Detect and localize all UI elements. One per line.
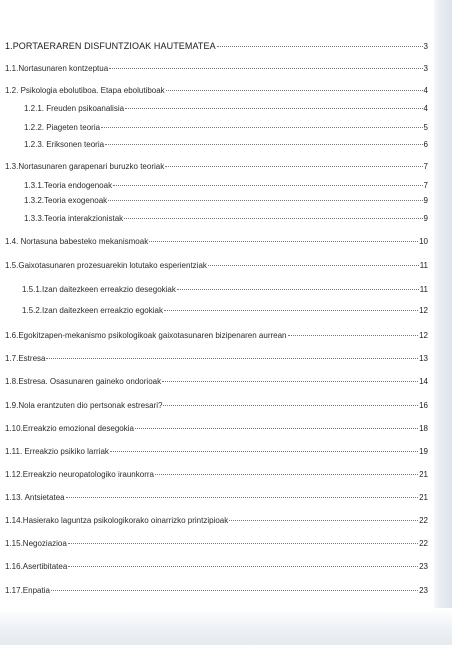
toc-dot-leader xyxy=(217,46,423,47)
toc-entry[interactable] xyxy=(5,86,428,95)
toc-dot-leader xyxy=(51,590,418,591)
toc-page-number: 4 xyxy=(423,104,428,113)
toc-entry[interactable] xyxy=(5,237,428,246)
toc-entry[interactable] xyxy=(5,401,428,410)
toc-dot-leader xyxy=(66,497,418,498)
toc-page-number: 9 xyxy=(423,214,428,223)
toc-dot-leader xyxy=(165,166,422,167)
toc-page-number: 22 xyxy=(419,516,428,525)
toc-entry-title: 1.1.Nortasunaren kontzeptua xyxy=(5,64,109,73)
toc-entry-title: 1.13. Antsietatea xyxy=(5,493,65,502)
toc-entry-title: 1.10.Erreakzio emozional desegokia xyxy=(5,424,134,433)
toc-page-number: 23 xyxy=(419,562,428,571)
toc-entry[interactable] xyxy=(5,470,428,479)
toc-entry-title: 1.5.2.Izan daitezkeen erreakzio egokiak xyxy=(22,306,163,315)
toc-page-number: 16 xyxy=(419,401,428,410)
toc-dot-leader xyxy=(108,200,422,201)
toc-entry[interactable] xyxy=(5,493,428,502)
toc-page-number: 21 xyxy=(419,493,428,502)
toc-page-number: 14 xyxy=(419,377,428,386)
toc-entry-title: 1.2.1. Freuden psikoanalisia xyxy=(24,104,125,113)
toc-entry[interactable] xyxy=(5,64,428,73)
toc-dot-leader xyxy=(149,241,418,242)
toc-entry-title: 1.2.2. Piageten teoria xyxy=(24,123,101,132)
toc-entry[interactable] xyxy=(24,140,428,149)
toc-dot-leader xyxy=(229,520,418,521)
toc-dot-leader xyxy=(113,185,422,186)
toc-entry-title: 1.3.1.Teoria endogenoak xyxy=(24,181,113,190)
toc-entry-title: 1.PORTAERAREN DISFUNTZIOAK HAUTEMATEA xyxy=(5,41,216,51)
toc-page-number: 5 xyxy=(423,123,428,132)
page-shadow-bottom xyxy=(0,608,452,645)
toc-page-number: 22 xyxy=(419,539,428,548)
toc-entry-title: 1.17.Enpatia xyxy=(5,586,50,595)
toc-entry[interactable] xyxy=(5,586,428,595)
toc-page-number: 3 xyxy=(423,42,428,51)
toc-entry[interactable] xyxy=(5,354,428,363)
toc-entry-title: 1.9.Nola erantzuten dio pertsonak estresari? xyxy=(5,401,163,410)
toc-entry-title: 1.4. Nortasuna babesteko mekanismoak xyxy=(5,237,149,246)
toc-page-number: 12 xyxy=(419,331,428,340)
toc-entry-title: 1.3.3.Teoria interakzionistak xyxy=(24,214,124,223)
toc-dot-leader xyxy=(109,68,422,69)
toc-entry-title: 1.3.2.Teoria exogenoak xyxy=(24,196,108,205)
toc-dot-leader xyxy=(155,474,418,475)
toc-entry[interactable] xyxy=(5,562,428,571)
toc-page-number: 10 xyxy=(419,237,428,246)
toc-page-number: 11 xyxy=(419,261,428,270)
toc-dot-leader xyxy=(124,218,422,219)
toc-page-number: 3 xyxy=(423,64,428,73)
toc-dot-leader xyxy=(163,405,418,406)
toc-page-number: 21 xyxy=(419,470,428,479)
toc-page-number: 11 xyxy=(419,285,428,294)
toc-entry[interactable] xyxy=(5,162,428,171)
toc-dot-leader xyxy=(166,90,423,91)
toc-dot-leader xyxy=(125,108,422,109)
toc-entry-title: 1.2. Psikologia ebolutiboa. Etapa ebolutiboak xyxy=(5,86,165,95)
toc-page-number: 12 xyxy=(419,306,428,315)
toc-entry-title: 1.7.Estresa xyxy=(5,354,46,363)
toc-entry-title: 1.5.Gaixotasunaren prozesuarekin lotutako esperientziak xyxy=(5,261,207,270)
toc-dot-leader xyxy=(110,451,418,452)
toc-entry[interactable] xyxy=(24,123,428,132)
toc-dot-leader xyxy=(101,127,422,128)
toc-entry[interactable] xyxy=(5,41,428,51)
toc-entry[interactable] xyxy=(5,377,428,386)
toc-page-number: 7 xyxy=(423,162,428,171)
toc-page-number: 6 xyxy=(423,140,428,149)
toc-dot-leader xyxy=(68,543,418,544)
toc-entry-title: 1.14.Hasierako laguntza psikologikorako oinarrizko printzipioak xyxy=(5,516,229,525)
toc-entry[interactable] xyxy=(24,196,428,205)
toc-entry[interactable] xyxy=(24,104,428,113)
toc-page-number: 13 xyxy=(419,354,428,363)
toc-entry[interactable] xyxy=(5,261,428,270)
toc-dot-leader xyxy=(68,566,418,567)
toc-page-number: 4 xyxy=(423,86,428,95)
toc-entry[interactable] xyxy=(22,285,428,294)
toc-page-number: 9 xyxy=(423,196,428,205)
toc-dot-leader xyxy=(177,289,419,290)
toc-page-number: 18 xyxy=(419,424,428,433)
toc-entry[interactable] xyxy=(24,214,428,223)
toc-entry[interactable] xyxy=(5,331,428,340)
toc-entry-title: 1.6.Egokitzapen-mekanismo psikologikoak gaixotasunaren bizipenaren aurrean xyxy=(5,331,287,340)
toc-entry-title: 1.2.3. Eriksonen teoria xyxy=(24,140,105,149)
toc-entry-title: 1.11. Erreakzio psikiko larriak xyxy=(5,447,109,456)
toc-entry-title: 1.8.Estresa. Osasunaren gaineko ondorioak xyxy=(5,377,162,386)
toc-entry-title: 1.3.Nortasunaren garapenari buruzko teoriak xyxy=(5,162,165,171)
toc-entry-title: 1.5.1.Izan daitezkeen erreakzio desegokiak xyxy=(22,285,176,294)
toc-entry[interactable] xyxy=(5,516,428,525)
toc-dot-leader xyxy=(135,428,418,429)
toc-dot-leader xyxy=(288,335,419,336)
toc-dot-leader xyxy=(46,358,418,359)
toc-entry[interactable] xyxy=(5,539,428,548)
toc-dot-leader xyxy=(164,310,418,311)
toc-entry[interactable] xyxy=(24,181,428,190)
toc-entry[interactable] xyxy=(22,306,428,315)
toc-page-number: 23 xyxy=(419,586,428,595)
toc-dot-leader xyxy=(105,144,423,145)
toc-entry-title: 1.15.Negoziazioa xyxy=(5,539,67,548)
toc-dot-leader xyxy=(162,381,418,382)
toc-page-number: 7 xyxy=(423,181,428,190)
toc-page-number: 19 xyxy=(419,447,428,456)
toc-dot-leader xyxy=(208,265,419,266)
toc-entry[interactable] xyxy=(5,447,428,456)
toc-entry[interactable] xyxy=(5,424,428,433)
toc-entry-title: 1.16.Asertibitatea xyxy=(5,562,68,571)
toc-entry-title: 1.12.Erreakzio neuropatologiko iraunkorra xyxy=(5,470,154,479)
